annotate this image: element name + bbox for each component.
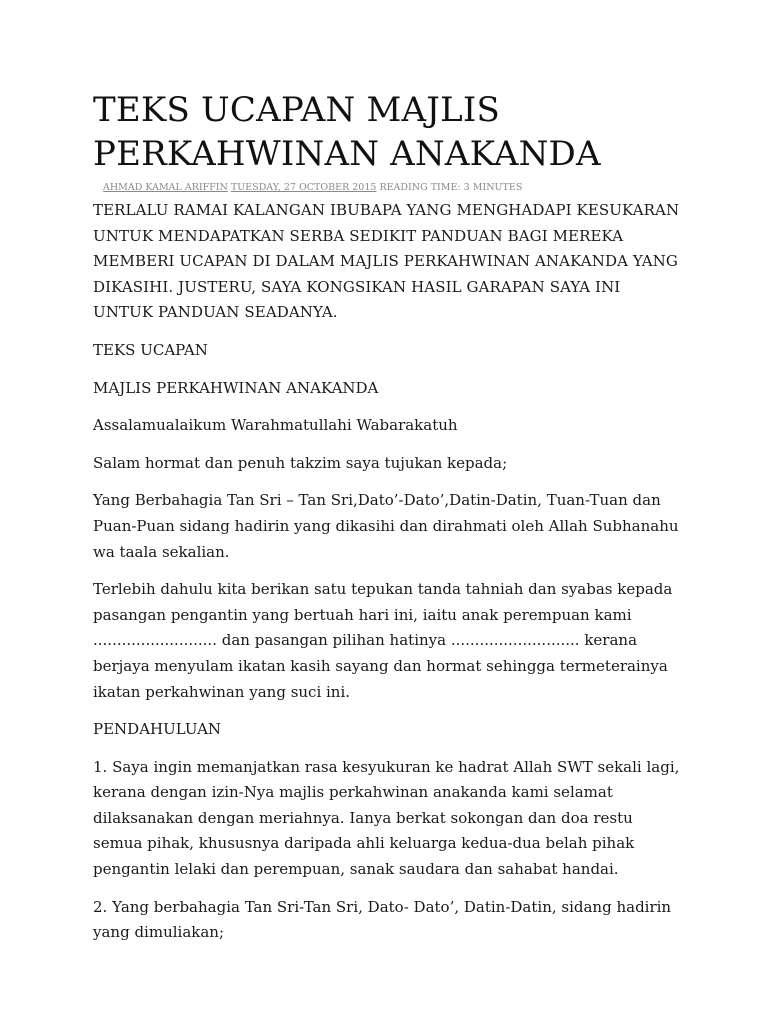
paragraph-salam-hormat: Salam hormat dan penuh takzim saya tujukan kepada;: [93, 453, 508, 472]
paragraph-point-2: 2. Yang berbahagia Tan Sri-Tan Sri, Dato- Dato’, Datin-Datin, sidang hadirin yang dimuliakan;: [93, 897, 672, 942]
paragraph-majlis-heading: MAJLIS PERKAHWINAN ANAKANDA: [93, 378, 379, 397]
paragraph-point-1: 1. Saya ingin memanjatkan rasa kesyukuran ke hadrat Allah SWT sekali lagi, kerana dengan izin-Nya majlis perkahwinan anakanda kami selamat dilaksanakan dengan meriahnya. Ianya berkat sokongan dan doa restu semua pihak, khususnya daripada ahli keluarga kedua-dua belah pihak pengantin lelaki dan perempuan, sanak saudara dan sahabat handai.: [93, 757, 680, 879]
paragraph-teks-ucapan: TEKS UCAPAN: [93, 340, 208, 359]
post-meta: [103, 182, 683, 194]
paragraph-yang-berbahagia: Yang Berbahagia Tan Sri – Tan Sri,Dato’-Dato’,Datin-Datin, Tuan-Tuan dan Puan-Puan sidang hadirin yang dikasihi dan dirahmati oleh Allah Subhanahu wa taala sekalian.: [93, 491, 679, 561]
paragraph-tahniah: Terlebih dahulu kita berikan satu tepukan tanda tahniah dan syabas kepada pasangan pengantin yang bertuah hari ini, iaitu anak perempuan kami .......................... dan pasangan pilihan hatinya ........................... kerana berjaya menyulam ikatan kasih sayang dan hormat sehingga termeterainya ikatan perkahwinan yang suci ini.: [93, 580, 673, 701]
date-link[interactable]: TUESDAY, 27 OCTOBER 2015: [230, 182, 377, 193]
paragraph-pendahuluan-heading: PENDAHULUAN: [93, 720, 222, 739]
article: [93, 88, 683, 946]
paragraph-salam: Assalamualaikum Warahmatullahi Wabarakatuh: [93, 416, 458, 435]
author-link[interactable]: AHMAD KAMAL ARIFFIN: [103, 182, 228, 193]
page-title: TEKS UCAPAN MAJLIS PERKAHWINAN ANAKANDA: [93, 90, 601, 174]
reading-time: READING TIME: 3 MINUTES: [379, 182, 523, 193]
intro-text: TERLALU RAMAI KALANGAN IBUBAPA YANG MENGHADAPI KESUKARAN UNTUK MENDAPATKAN SERBA SEDIKIT PANDUAN BAGI MEREKA MEMBERI UCAPAN DI DALAM MAJLIS PERKAHWINAN ANAKANDA YANG DIKASIHI. JUSTERU, SAYA KONGSIKAN HASIL GARAPAN SAYA INI UNTUK PANDUAN SEADANYA.: [93, 201, 680, 322]
